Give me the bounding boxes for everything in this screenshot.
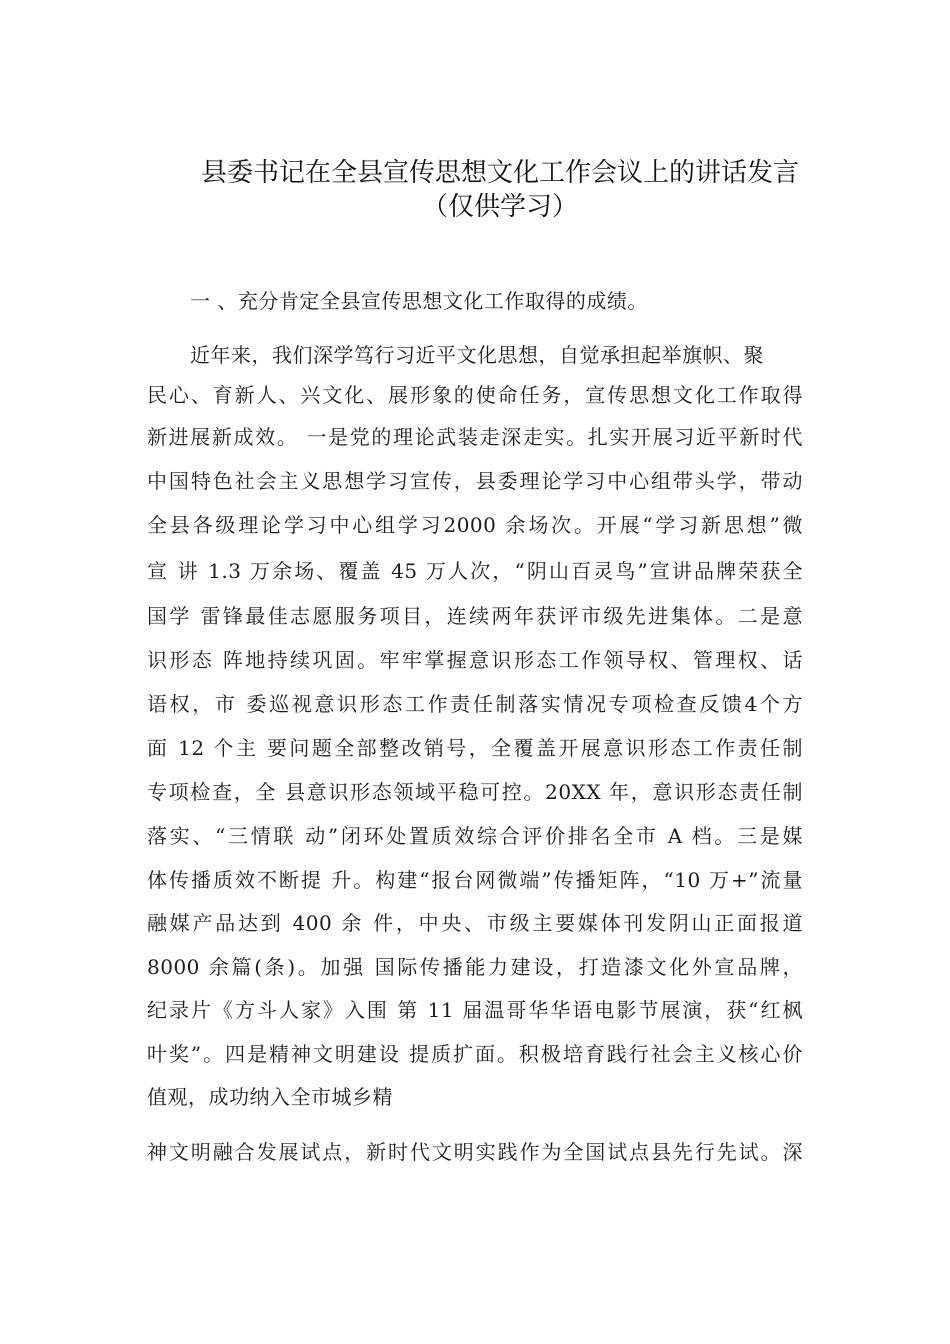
body-line: 落实、“三情联 动”闭环处置质效综合评价排名全市 A 档。三是媒 (147, 824, 803, 848)
body-line: 民心、育新人、兴文化、展形象的使命任务，宣传思想文化工作取得 (147, 383, 803, 407)
body-line: 宣 讲 1.3 万余场、覆盖 45 万人次，“阴山百灵鸟”宣讲品牌荣获全 (147, 559, 803, 583)
body-line: 纪录片《方斗人家》入围 第 11 届温哥华华语电影节展演，获“红枫 (147, 998, 803, 1022)
body-line: 体传播质效不断提 升。构建“报台网微端”传播矩阵，“10 万+”流量 (147, 868, 803, 892)
body-line: 新进展新成效。 一是党的理论武装走深走实。扎实开展习近平新时代 (147, 425, 803, 449)
body-line: 中国特色社会主义思想学习宣传，县委理论学习中心组带头学，带动 (147, 469, 803, 493)
continuation-line: 神文明融合发展试点，新时代文明实践作为全国试点县先行先试。深 (147, 1140, 803, 1164)
body-line: 语权，市 委巡视意识形态工作责任制落实情况专项检查反馈4个方 (147, 692, 803, 716)
section-heading: 一 、充分肯定全县宣传思想文化工作取得的成绩。 (190, 289, 648, 313)
document-title: 县委书记在全县宣传思想文化工作会议上的讲话发言 (200, 158, 799, 188)
body-line: 专项检查，全 县意识形态领域平稳可控。20XX 年，意识形态责任制 (147, 780, 803, 804)
body-line: 识形态 阵地持续巩固。牢牢掌握意识形态工作领导权、管理权、话 (147, 648, 803, 672)
document-subtitle: （仅供学习） (421, 192, 578, 222)
body-line: 国学 雷锋最佳志愿服务项目，连续两年获评市级先进集体。二是意 (147, 604, 803, 628)
body-line: 叶奖”。四是精神文明建设 提质扩面。积极培育践行社会主义核心价 (147, 1042, 803, 1066)
body-line: 值观，成功纳入全市城乡精 (147, 1085, 393, 1109)
body-line: 融媒产品达到 400 余 件，中央、市级主要媒体刊发阴山正面报道 (147, 911, 803, 935)
body-line: 全县各级理论学习中心组学习2000 余场次。开展“学习新思想”微 (147, 513, 803, 537)
body-line: 8000 余篇(条)。加强 国际传播能力建设，打造漆文化外宣品牌， (147, 955, 803, 979)
body-line: 近年来，我们深学笃行习近平文化思想，自觉承担起举旗帜、聚 (190, 343, 764, 367)
body-line: 面 12 个主 要问题全部整改销号，全覆盖开展意识形态工作责任制 (147, 736, 803, 760)
